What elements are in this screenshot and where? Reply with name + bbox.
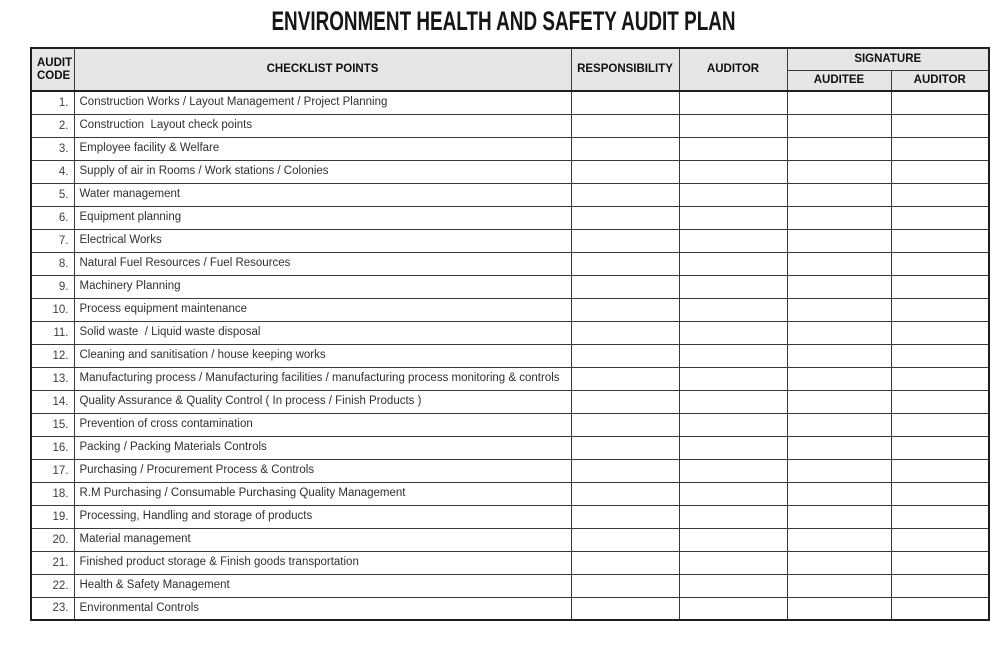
signature-auditor-cell: [891, 298, 989, 321]
table-row: [31, 551, 989, 574]
auditor-cell: [679, 436, 787, 459]
checklist-point-cell: Construction Works / Layout Management / Project Planning: [74, 91, 571, 114]
responsibility-cell: [571, 597, 679, 620]
checklist-point-cell: Environmental Controls: [74, 597, 571, 620]
responsibility-cell: [571, 275, 679, 298]
audit-code-cell: 5.: [31, 183, 74, 206]
table-row: [31, 413, 989, 436]
responsibility-cell: [571, 344, 679, 367]
signature-auditee-cell: [787, 367, 891, 390]
signature-auditor-cell: [891, 505, 989, 528]
header-signature: SIGNATURE: [787, 48, 989, 70]
table-row: [31, 321, 989, 344]
auditor-cell: [679, 528, 787, 551]
table-row: [31, 160, 989, 183]
checklist-point-cell: Natural Fuel Resources / Fuel Resources: [74, 252, 571, 275]
responsibility-cell: [571, 413, 679, 436]
responsibility-cell: [571, 574, 679, 597]
checklist-point-cell: Equipment planning: [74, 206, 571, 229]
signature-auditor-cell: [891, 252, 989, 275]
table-body: [31, 91, 989, 620]
audit-code-cell: 2.: [31, 114, 74, 137]
audit-code-cell: 17.: [31, 459, 74, 482]
checklist-point-cell: Material management: [74, 528, 571, 551]
checklist-point-cell: Manufacturing process / Manufacturing facilities / manufacturing process monitoring & controls: [74, 367, 571, 390]
auditor-cell: [679, 298, 787, 321]
auditor-cell: [679, 413, 787, 436]
table-row: [31, 367, 989, 390]
auditor-cell: [679, 505, 787, 528]
auditor-cell: [679, 551, 787, 574]
signature-auditor-cell: [891, 229, 989, 252]
header-checklist-points: CHECKLIST POINTS: [74, 48, 571, 91]
auditor-cell: [679, 390, 787, 413]
checklist-point-cell: Electrical Works: [74, 229, 571, 252]
header-responsibility: RESPONSIBILITY: [571, 48, 679, 91]
audit-code-cell: 19.: [31, 505, 74, 528]
checklist-point-cell: Solid waste / Liquid waste disposal: [74, 321, 571, 344]
audit-code-cell: 8.: [31, 252, 74, 275]
responsibility-cell: [571, 137, 679, 160]
table-row: [31, 436, 989, 459]
audit-code-cell: 18.: [31, 482, 74, 505]
signature-auditee-cell: [787, 275, 891, 298]
responsibility-cell: [571, 505, 679, 528]
auditor-cell: [679, 321, 787, 344]
checklist-point-cell: Finished product storage & Finish goods transportation: [74, 551, 571, 574]
signature-auditor-cell: [891, 551, 989, 574]
auditor-cell: [679, 183, 787, 206]
responsibility-cell: [571, 482, 679, 505]
signature-auditor-cell: [891, 597, 989, 620]
signature-auditee-cell: [787, 528, 891, 551]
signature-auditor-cell: [891, 574, 989, 597]
signature-auditor-cell: [891, 137, 989, 160]
table-row: [31, 275, 989, 298]
audit-code-cell: 16.: [31, 436, 74, 459]
checklist-point-cell: Purchasing / Procurement Process & Controls: [74, 459, 571, 482]
audit-plan-table: [30, 47, 990, 621]
audit-code-cell: 6.: [31, 206, 74, 229]
checklist-point-cell: R.M Purchasing / Consumable Purchasing Quality Management: [74, 482, 571, 505]
table-row: [31, 137, 989, 160]
signature-auditor-cell: [891, 413, 989, 436]
signature-auditee-cell: [787, 229, 891, 252]
audit-code-cell: 13.: [31, 367, 74, 390]
responsibility-cell: [571, 229, 679, 252]
responsibility-cell: [571, 114, 679, 137]
checklist-point-cell: Prevention of cross contamination: [74, 413, 571, 436]
audit-code-cell: 21.: [31, 551, 74, 574]
audit-code-cell: 11.: [31, 321, 74, 344]
table-row: [31, 528, 989, 551]
signature-auditor-cell: [891, 114, 989, 137]
signature-auditor-cell: [891, 275, 989, 298]
table-row: [31, 344, 989, 367]
auditor-cell: [679, 275, 787, 298]
checklist-point-cell: Water management: [74, 183, 571, 206]
audit-code-cell: 7.: [31, 229, 74, 252]
responsibility-cell: [571, 390, 679, 413]
auditor-cell: [679, 482, 787, 505]
signature-auditor-cell: [891, 160, 989, 183]
table-row: [31, 574, 989, 597]
table-row: [31, 390, 989, 413]
checklist-point-cell: Process equipment maintenance: [74, 298, 571, 321]
audit-code-cell: 3.: [31, 137, 74, 160]
table-row: [31, 183, 989, 206]
responsibility-cell: [571, 436, 679, 459]
auditor-cell: [679, 229, 787, 252]
signature-auditor-cell: [891, 344, 989, 367]
signature-auditee-cell: [787, 298, 891, 321]
auditor-cell: [679, 160, 787, 183]
signature-auditee-cell: [787, 206, 891, 229]
table-row: [31, 229, 989, 252]
checklist-point-cell: Packing / Packing Materials Controls: [74, 436, 571, 459]
audit-code-cell: 15.: [31, 413, 74, 436]
header-signature-auditor: AUDITOR: [891, 70, 989, 91]
signature-auditor-cell: [891, 91, 989, 114]
table-row: [31, 482, 989, 505]
checklist-point-cell: Machinery Planning: [74, 275, 571, 298]
auditor-cell: [679, 459, 787, 482]
table-row: [31, 459, 989, 482]
audit-code-cell: 20.: [31, 528, 74, 551]
signature-auditee-cell: [787, 551, 891, 574]
table-row: [31, 206, 989, 229]
auditor-cell: [679, 344, 787, 367]
header-audit-code: AUDIT CODE: [31, 48, 74, 91]
signature-auditor-cell: [891, 390, 989, 413]
responsibility-cell: [571, 183, 679, 206]
auditor-cell: [679, 206, 787, 229]
responsibility-cell: [571, 321, 679, 344]
signature-auditee-cell: [787, 597, 891, 620]
auditor-cell: [679, 137, 787, 160]
table-row: [31, 505, 989, 528]
signature-auditee-cell: [787, 344, 891, 367]
signature-auditor-cell: [891, 321, 989, 344]
table-row: [31, 597, 989, 620]
signature-auditee-cell: [787, 436, 891, 459]
responsibility-cell: [571, 160, 679, 183]
audit-code-cell: 4.: [31, 160, 74, 183]
responsibility-cell: [571, 252, 679, 275]
responsibility-cell: [571, 367, 679, 390]
signature-auditee-cell: [787, 413, 891, 436]
header-signature-auditee: AUDITEE: [787, 70, 891, 91]
auditor-cell: [679, 114, 787, 137]
signature-auditor-cell: [891, 436, 989, 459]
signature-auditee-cell: [787, 252, 891, 275]
signature-auditee-cell: [787, 91, 891, 114]
signature-auditee-cell: [787, 114, 891, 137]
table-row: [31, 91, 989, 114]
checklist-point-cell: Construction Layout check points: [74, 114, 571, 137]
checklist-point-cell: Processing, Handling and storage of products: [74, 505, 571, 528]
audit-code-cell: 14.: [31, 390, 74, 413]
audit-code-cell: 9.: [31, 275, 74, 298]
audit-code-cell: 1.: [31, 91, 74, 114]
signature-auditee-cell: [787, 390, 891, 413]
responsibility-cell: [571, 528, 679, 551]
auditor-cell: [679, 91, 787, 114]
checklist-point-cell: Cleaning and sanitisation / house keeping works: [74, 344, 571, 367]
responsibility-cell: [571, 91, 679, 114]
signature-auditor-cell: [891, 528, 989, 551]
signature-auditee-cell: [787, 482, 891, 505]
checklist-point-cell: Employee facility & Welfare: [74, 137, 571, 160]
responsibility-cell: [571, 298, 679, 321]
responsibility-cell: [571, 459, 679, 482]
table-row: [31, 114, 989, 137]
checklist-point-cell: Quality Assurance & Quality Control ( In process / Finish Products ): [74, 390, 571, 413]
signature-auditee-cell: [787, 459, 891, 482]
table-row: [31, 252, 989, 275]
audit-code-cell: 10.: [31, 298, 74, 321]
checklist-point-cell: Supply of air in Rooms / Work stations / Colonies: [74, 160, 571, 183]
signature-auditor-cell: [891, 206, 989, 229]
signature-auditee-cell: [787, 321, 891, 344]
table-row: [31, 298, 989, 321]
audit-code-cell: 22.: [31, 574, 74, 597]
signature-auditor-cell: [891, 482, 989, 505]
responsibility-cell: [571, 551, 679, 574]
signature-auditee-cell: [787, 505, 891, 528]
auditor-cell: [679, 252, 787, 275]
signature-auditee-cell: [787, 137, 891, 160]
checklist-point-cell: Health & Safety Management: [74, 574, 571, 597]
responsibility-cell: [571, 206, 679, 229]
auditor-cell: [679, 597, 787, 620]
signature-auditor-cell: [891, 183, 989, 206]
audit-code-cell: 12.: [31, 344, 74, 367]
signature-auditee-cell: [787, 574, 891, 597]
audit-code-cell: 23.: [31, 597, 74, 620]
page-title-text: ENVIRONMENT HEALTH AND SAFETY AUDIT PLAN: [271, 6, 737, 36]
page-title: [0, 6, 1008, 36]
table-header: [31, 48, 989, 91]
auditor-cell: [679, 367, 787, 390]
auditor-cell: [679, 574, 787, 597]
signature-auditor-cell: [891, 367, 989, 390]
header-auditor: AUDITOR: [679, 48, 787, 91]
signature-auditor-cell: [891, 459, 989, 482]
signature-auditee-cell: [787, 160, 891, 183]
signature-auditee-cell: [787, 183, 891, 206]
